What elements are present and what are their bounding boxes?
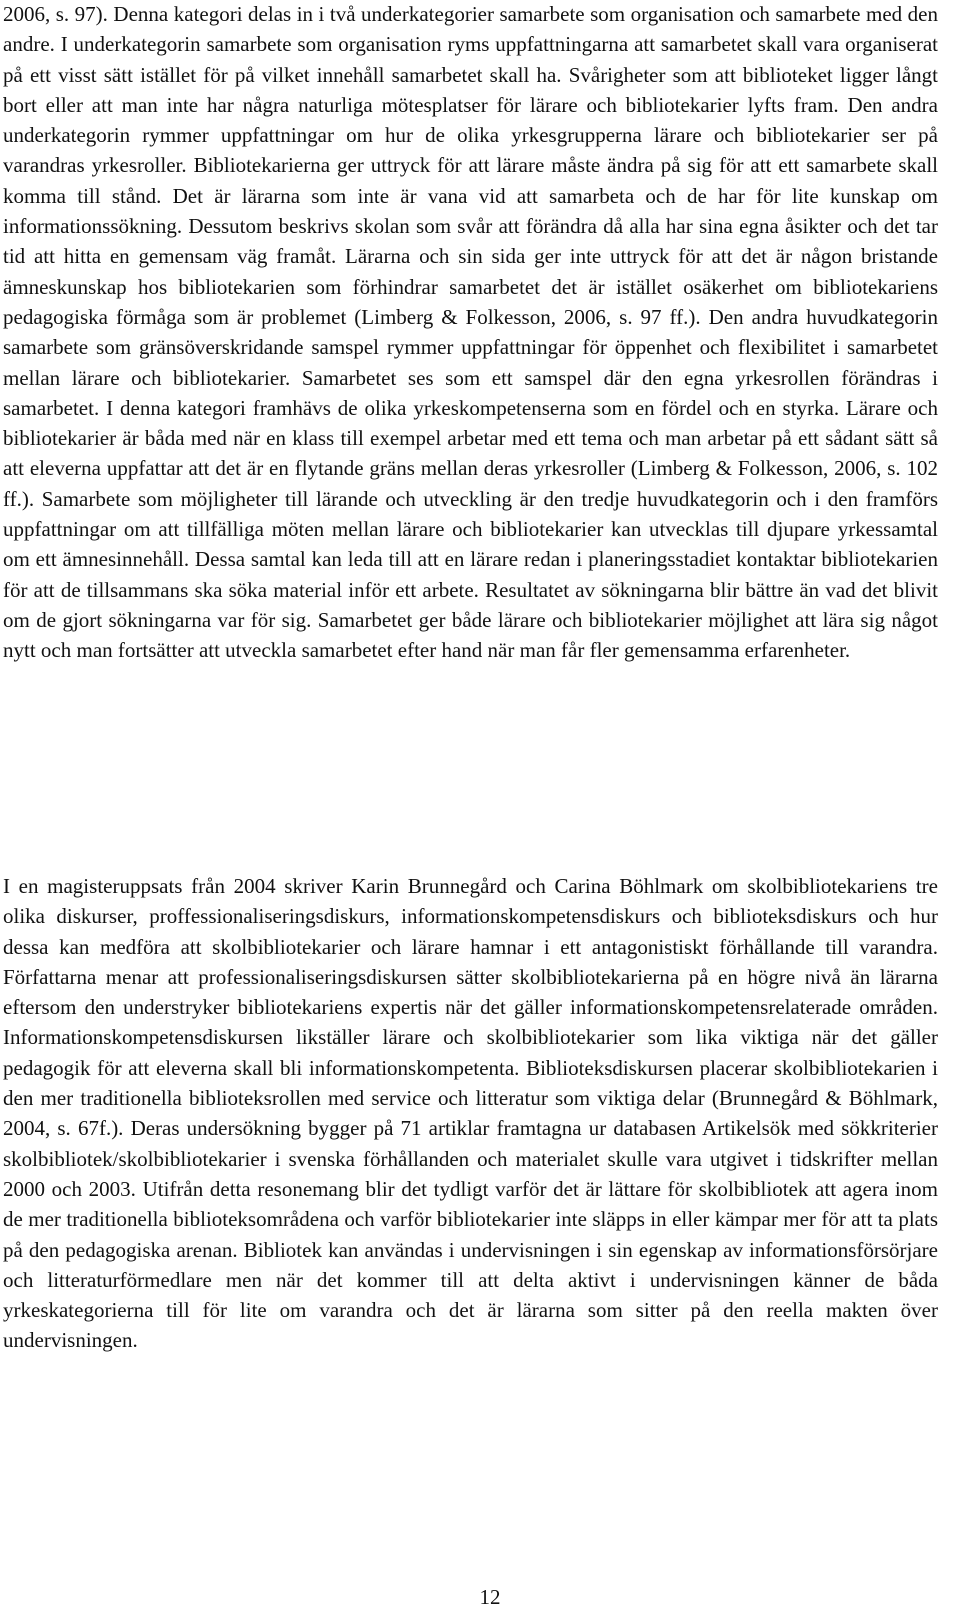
page-number: 12	[479, 1585, 501, 1609]
body-paragraph: I en magisteruppsats från 2004 skriver Karin Brunnegård och Carina Böhlmark om skolbibliotekariens tre olika diskurser, proffessionaliseringsdiskurs, informationskompetensdiskurs och biblioteksdiskurs och hur dessa kan medföra att skolbibliotekarier och lärare hamnar i ett antagonistiskt förhållande till varandra. Författarna menar att professionaliseringsdiskursen sätter skolbibliotekarierna på en högre nivå än lärarna eftersom den understryker bibliotekariens expertis när det gäller informationskompetensrelaterade områden. Informationskompetensdiskursen likställer lärare och skolbibliotekarier som lika viktiga när det gäller pedagogik för att eleverna skall bli informationskompetenta. Biblioteksdiskursen placerar skolbibliotekarien i den mer traditionella biblioteksrollen med service och litteratur som viktiga delar (Brunnegård & Böhlmark, 2004, s. 67f.). Deras undersökning bygger på 71 artiklar framtagna ur databasen Artikelsök med sökkriterier skolbibliotek/skolbibliotekarier i svenska förhållanden och materialet skulle vara utgivet i tidskrifter mellan 2000 och 2003. Utifrån detta resonemang blir det tydligt varför det är lättare för skolbibliotek att agera inom de mer traditionella biblioteksområdena och varför bibliotekarier inte släpps in eller kämpar mer för att ta plats på den pedagogiska arenan. Bibliotek kan användas i undervisningen i sin egenskap av informationsförsörjare och litteraturförmedlare men när det kommer till att delta aktivt i undervisningen känner de båda yrkeskategorierna till för lite om varandra och det är lärarna som sitter på den reella makten över undervisningen.	[3, 874, 938, 1353]
body-paragraph: 2006, s. 97). Denna kategori delas in i två underkategorier samarbete som organisation och samarbete med den andre. I underkategorin samarbete som organisation ryms uppfattningarna att samarbetet skall vara organiserat på ett visst sätt istället för på vilket innehåll samarbetet skall ha. Svårigheter som att biblioteket ligger långt bort eller att man inte har några naturliga mötesplatser för lärare och bibliotekarier lyfts fram. Den andra underkategorin rymmer uppfattningar om hur de olika yrkesgrupperna lärare och bibliotekarier ser på varandras yrkesroller. Bibliotekarierna ger uttryck för att lärare måste ändra på sig för att ett samarbete skall komma till stånd. Det är lärarna som inte är vana vid att samarbeta och de har för lite kunskap om informationssökning. Dessutom beskrivs skolan som svår att förändra då alla har sina egna åsikter och det tar tid att hitta en gemensam väg framåt. Lärarna och sin sida ger inte uttryck för att det är någon bristande ämneskunskap hos bibliotekarien som förhindrar samarbetet det är istället osäkerhet om bibliotekariens pedagogiska förmåga som är problemet (Limberg & Folkesson, 2006, s. 97 ff.). Den andra huvudkategorin samarbete som gränsöverskridande samspel rymmer uppfattningar för öppenhet och flexibilitet i samarbetet mellan lärare och bibliotekarier. Samarbetet ses som ett samspel där den egna yrkesrollen förändras i samarbetet. I denna kategori framhävs de olika yrkeskompetenserna som en fördel och en styrka. Lärare och bibliotekarier är båda med när en klass till exempel arbetar med ett tema och man arbetar på ett sådant sätt så att eleverna uppfattar att det är en flytande gräns mellan deras yrkesroller (Limberg & Folkesson, 2006, s. 102 ff.). Samarbete som möjligheter till lärande och utveckling är den tredje huvudkategorin och i den framförs uppfattningar om att tillfälliga möten mellan lärare och bibliotekarier kan utvecklas till djupare yrkessamtal om ett ämnesinnehåll. Dessa samtal kan leda till att en lärare redan i planeringsstadiet kontaktar bibliotekarien för att de tillsammans ska söka material inför ett arbete. Resultatet av sökningarna blir bättre än vad det blivit om de gjort sökningarna var för sig. Samarbetet ger både lärare och bibliotekarier möjlighet att lära sig något nytt och man fortsätter att utveckla samarbetet efter hand när man får fler gemensamma erfarenheter.	[3, 2, 938, 663]
